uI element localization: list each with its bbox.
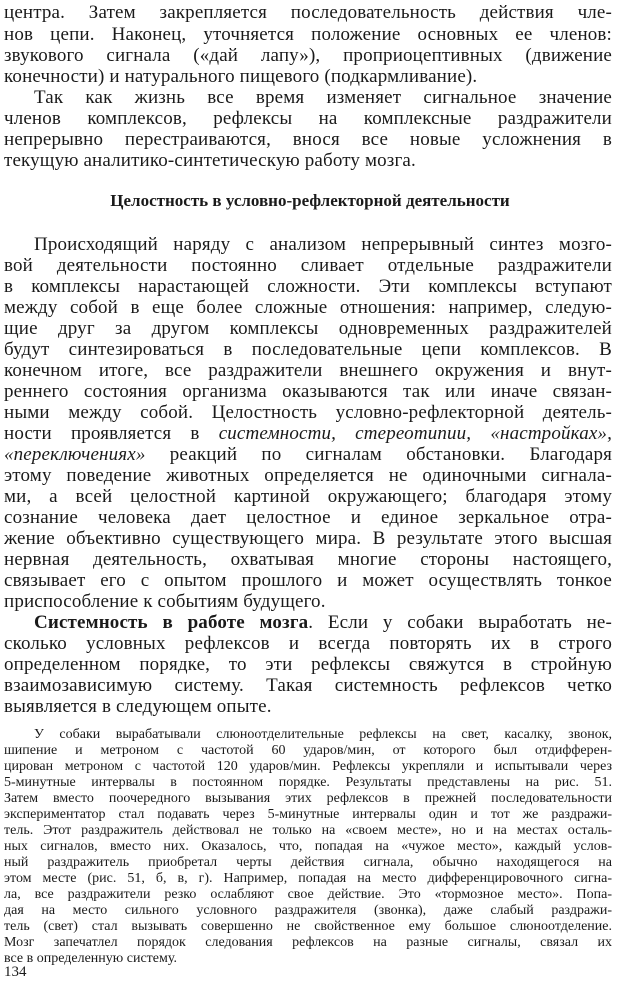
text-line: центра. Затем закрепляется последовательность действия чле- — [4, 2, 612, 23]
page-number: 134 — [4, 964, 27, 980]
small-text-line: 5-минутные интервалы в постоянном порядке. Результаты представлены на рис. 51. — [4, 775, 612, 790]
small-text-line: экспериментатор стал подавать через 5-минутные интервалы один и тот же раздражи- — [4, 807, 612, 822]
small-text-line: тель. Этот раздражитель действовал не только на «своем месте», но и на местах осталь- — [4, 823, 612, 838]
text-line: нервная деятельность, охватывая многие стороны настоящего, — [4, 549, 612, 570]
text-line: конечном итоге, все раздражители внешнего окружения и внут- — [4, 360, 612, 381]
text-line: жение объективно существующего мира. В результате этого высшая — [4, 528, 612, 549]
small-text-line: У собаки вырабатывали слюноотделительные рефлексы на свет, касалку, звонок, — [34, 727, 612, 742]
text-line — [4, 444, 612, 466]
text-line: взаимозависимую систему. Такая системность рефлексов четко — [4, 675, 612, 696]
text-line: Так как жизнь все время изменяет сигнальное значение — [34, 87, 612, 108]
text-line: текущую аналитико-синтетическую работу мозга. — [4, 150, 416, 171]
small-text-line: шипение и метроном с частотой 60 ударов/мин, от которого был отдифферен- — [4, 743, 612, 758]
text-line: непрерывно перестраиваются, внося все новые усложнения в — [4, 129, 612, 150]
italic-segment: системности, стереотипии, «настройках», — [218, 423, 612, 444]
text-line: сознание человека дает целостное и единое зеркальное отра- — [4, 507, 612, 528]
text-line: между собой в еще более сложные отношения: например, следую- — [4, 297, 612, 318]
small-text-line: дая на место сильного условного раздражителя (звонка), даже слабый раздражи- — [4, 903, 612, 918]
text-line: определенном порядке, то эти рефлексы свяжутся в стройную — [4, 654, 612, 675]
small-text-line: тель (свет) стал вызывать совершенно не свойственное ему большое слюноотделение. — [4, 919, 612, 934]
text-line: конечности) и натурального пищевого (подкармливание). — [4, 66, 478, 87]
text-line: связывает его с опытом прошлого и может осуществлять тонкое — [4, 570, 612, 591]
text-line: выявляется в следующем опыте. — [4, 696, 272, 717]
text-line: реннего состояния организма оказываются так или иначе связан- — [4, 381, 612, 402]
small-text-line: ла, все раздражители резко ослабляют свое действие. Это «тормозное место». Попа- — [4, 887, 612, 902]
small-text-line: Затем вместо поочередного вызывания этих рефлексов в прежней последовательности — [4, 791, 612, 806]
text-line — [34, 612, 612, 634]
text-line: вой деятельности постоянно сливает отдельные раздражители — [4, 255, 612, 276]
text-line — [4, 423, 612, 445]
small-text-line: ных сигналов, вместо них. Оказалось, что, попадая на «чужое место», каждый услов- — [4, 839, 612, 854]
text-line: ми, а всей целостной картиной окружающего; благодаря этому — [4, 486, 612, 507]
small-text-line: Мозг запечатлел порядок следования рефлексов на разные сигналы, связал их — [4, 935, 612, 950]
text-line: ными между собой. Целостность условно-рефлекторной деятель- — [4, 402, 612, 423]
text-segment: . Если у собаки выработать не- — [308, 612, 612, 633]
text-line: Происходящий наряду с анализом непрерывный синтез мозго- — [34, 234, 612, 255]
small-text-line: этом месте (рис. 51, б, в, г). Например, попадая на место дифференцировочного сигна- — [4, 871, 612, 886]
text-line: нов цепи. Наконец, уточняется положение основных ее членов: — [4, 24, 612, 45]
text-line: щие друг за другом комплексы одновременных раздражителей — [4, 318, 612, 339]
text-segment: ности проявляется в — [4, 423, 219, 444]
small-text-line: все в определенную систему. — [4, 951, 177, 966]
text-line: будут синтезироваться в последовательные цепи комплексов. В — [4, 339, 612, 360]
bold-lead: Системность в работе мозга — [34, 612, 309, 633]
small-text-line: цирован метроном с частотой 120 ударов/мин. Рефлексы укрепляли и испытывали через — [4, 759, 612, 774]
text-line: в комплексы нарастающей сложности. Эти комплексы вступают — [4, 276, 612, 297]
text-segment: реакций по сигналам обстановки. Благодаря — [145, 444, 612, 465]
text-line: сколько условных рефлексов и всегда повторять их в строго — [4, 633, 612, 654]
italic-segment: «переключениях» — [4, 444, 146, 465]
section-heading: Целостность в условно-рефлекторной деятельности — [110, 191, 510, 210]
small-text-line: ный раздражитель приобретал черты действия сигнала, обычно находящегося на — [4, 855, 612, 870]
text-line: этому поведение животных определяется не одиночными сигнала- — [4, 465, 612, 486]
text-line: членов комплексов, рефлексы на комплексные раздражители — [4, 108, 612, 129]
text-line: звукового сигнала («дай лапу»), проприоцептивных (движение — [4, 45, 612, 66]
text-line: приспособление к событиям будущего. — [4, 591, 326, 612]
